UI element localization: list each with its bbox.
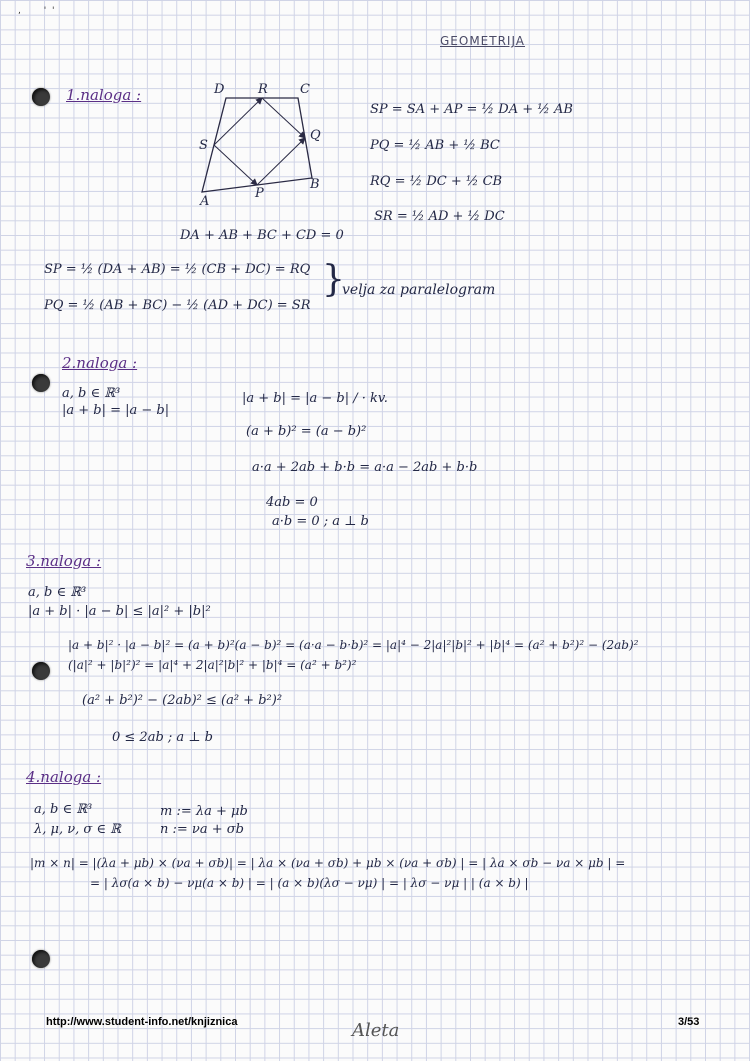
binder-hole: [32, 88, 50, 106]
task3-line3: (a² + b²)² − (2ab)² ≤ (a² + b²)²: [82, 693, 283, 708]
task1-heading: 1.naloga :: [66, 86, 142, 104]
task3-given2: |a + b| · |a − b| ≤ |a|² + |b|²: [28, 604, 211, 619]
task2-given2: |a + b| = |a − b|: [62, 403, 170, 418]
task3-line1: |a + b|² · |a − b|² = (a + b)²(a − b)² = (a·a − b·b)² = |a|⁴ − 2|a|²|b|² + |b|⁴ = (a² + b²)² − (2ab)²: [68, 638, 639, 652]
corner-marks: , ' ': [18, 6, 55, 16]
task3-heading: 3.naloga :: [26, 552, 102, 570]
vector-sp: [214, 145, 257, 185]
task2-step5: a·b = 0 ; a ⊥ b: [272, 514, 369, 529]
page-number: 3/53: [678, 1016, 700, 1028]
label-q: Q: [310, 128, 321, 143]
page-title: GEOMETRIJA: [440, 34, 526, 48]
task1-eq-sp: SP = SA + AP = ½ DA + ½ AB: [370, 102, 573, 117]
task4-heading: 4.naloga :: [26, 768, 102, 786]
task2-step2: (a + b)² = (a − b)²: [246, 424, 367, 439]
label-b: B: [310, 177, 320, 192]
binder-hole: [32, 374, 50, 392]
label-r: R: [258, 82, 268, 97]
task4-def-n: n := νa + σb: [160, 822, 244, 837]
signature: Aleta: [352, 1020, 400, 1041]
task3-line2: (|a|² + |b|²)² = |a|⁴ + 2|a|²|b|² + |b|⁴ = (a² + b²)²: [68, 658, 357, 672]
vector-sr: [214, 98, 262, 145]
task4-def-m: m := λa + μb: [160, 804, 248, 819]
task3-given1: a, b ∈ ℝ³: [28, 585, 87, 600]
task2-step4: 4ab = 0: [266, 495, 318, 510]
binder-hole: [32, 662, 50, 680]
label-p: P: [255, 186, 264, 201]
label-d: D: [214, 82, 225, 97]
task1-line2: PQ = ½ (AB + BC) − ½ (AD + DC) = SR: [44, 298, 311, 313]
task4-line1: |m × n| = |(λa + μb) × (νa + σb)| = | λa × (νa + σb) + μb × (νa + σb) | = | λa × σb − νa × μb | =: [30, 856, 626, 870]
task1-brace: }: [322, 259, 345, 300]
task2-step3: a·a + 2ab + b·b = a·a − 2ab + b·b: [252, 460, 478, 475]
task2-heading: 2.naloga :: [62, 354, 138, 372]
quadrilateral-abcd: [202, 98, 312, 192]
task4-given1: a, b ∈ ℝ³: [34, 802, 93, 817]
task1-sum: DA + AB + BC + CD = 0: [180, 228, 344, 243]
label-a: A: [200, 194, 210, 209]
task3-line4: 0 ≤ 2ab ; a ⊥ b: [112, 730, 213, 745]
task1-line1: SP = ½ (DA + AB) = ½ (CB + DC) = RQ: [44, 262, 311, 277]
task2-step1: |a + b| = |a − b| / · kv.: [242, 391, 388, 406]
task1-eq-pq: PQ = ½ AB + ½ BC: [370, 138, 500, 153]
label-c: C: [300, 82, 310, 97]
task2-given1: a, b ∈ ℝ³: [62, 386, 121, 401]
task4-given2: λ, μ, ν, σ ∈ ℝ: [34, 822, 121, 837]
task1-note: velja za paralelogram: [342, 282, 496, 298]
task1-eq-rq: RQ = ½ DC + ½ CB: [370, 174, 503, 189]
vector-pq: [257, 138, 305, 185]
task1-eq-sr: SR = ½ AD + ½ DC: [374, 209, 505, 224]
label-s: S: [199, 138, 208, 153]
task4-line2: = | λσ(a × b) − νμ(a × b) | = | (a × b)(λσ − νμ) | = | λσ − νμ | | (a × b) |: [90, 876, 529, 890]
footer-url[interactable]: http://www.student-info.net/knjiznica: [46, 1016, 238, 1028]
binder-hole: [32, 950, 50, 968]
